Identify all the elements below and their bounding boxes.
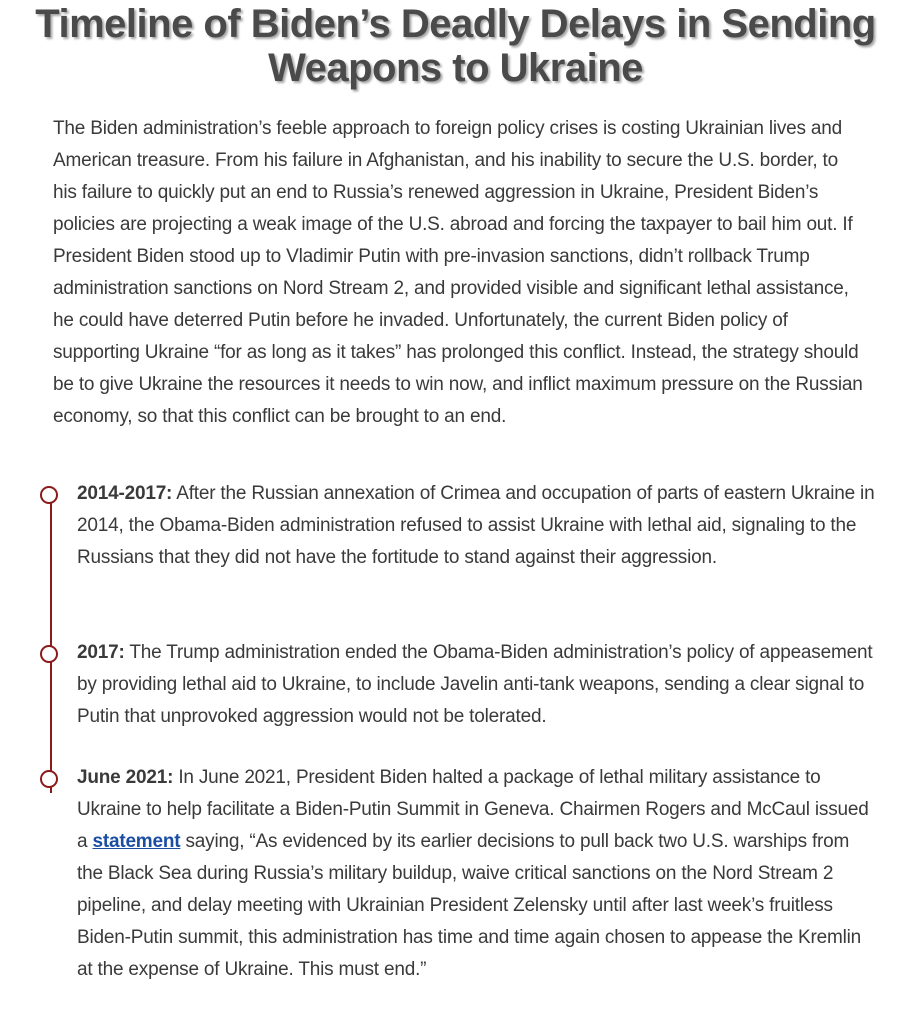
timeline-description-end: saying, “As evidenced by its earlier decisions to pull back two U.S. warships from the Black Sea during Russia’s military buildup, waive critical sanctions on the Nord Stream 2 pipeline, and delay meeting with Ukrainian President Zelensky until after last week’s fruitless Biden-Putin summit, this administration has time and time again chosen to appease the Kremlin at the expense of Ukraine. This must end.” xyxy=(77,831,862,980)
timeline-description: After the Russian annexation of Crimea and occupation of parts of eastern Ukraine in 2014, the Obama-Biden administration refused to assist Ukraine with lethal aid, signaling to the Russians that they did not have the fortitude to stand against their aggression. xyxy=(77,483,875,568)
timeline-date: 2017: xyxy=(77,642,125,663)
timeline-item-text xyxy=(77,762,877,986)
intro-paragraph: The Biden administration’s feeble approach to foreign policy crises is costing Ukrainian lives and American treasure. From his failure in Afghanistan, and his inability to secure the U.S. border, to his failure to quickly put an end to Russia’s renewed aggression in Ukraine, President Biden’s policies are projecting a weak image of the U.S. abroad and forcing the taxpayer to bail him out. If President Biden stood up to Vladimir Putin with pre-invasion sanctions, didn’t rollback Trump administration sanctions on Nord Stream 2, and provided visible and significant lethal assistance, he could have deterred Putin before he invaded. Unfortunately, the current Biden policy of supporting Ukraine “for as long as it takes” has prolonged this conflict. Instead, the strategy should be to give Ukraine the resources it needs to win now, and inflict maximum pressure on the Russian economy, so that this conflict can be brought to an end. xyxy=(53,118,863,427)
statement-link[interactable]: statement xyxy=(92,831,181,852)
timeline-item-text xyxy=(77,637,877,733)
timeline-description-start: In June 2021, President Biden halted a package of lethal military assistance to Ukraine to help facilitate a Biden-Putin Summit in Geneva. Chairmen Rogers and McCaul issued a xyxy=(77,767,869,852)
timeline-dot-icon xyxy=(40,645,58,663)
timeline-dot-icon xyxy=(40,486,58,504)
timeline-dot-icon xyxy=(40,770,58,788)
timeline-date: 2014-2017: xyxy=(77,483,173,504)
timeline-date: June 2021: xyxy=(77,767,174,788)
page-title: Timeline of Biden’s Deadly Delays in Sending Weapons to Ukraine xyxy=(35,2,876,90)
timeline-item-text xyxy=(77,478,877,574)
timeline-description: The Trump administration ended the Obama-Biden administration’s policy of appeasement by providing lethal aid to Ukraine, to include Javelin anti-tank weapons, sending a clear signal to Putin that unprovoked aggression would not be tolerated. xyxy=(77,642,873,727)
